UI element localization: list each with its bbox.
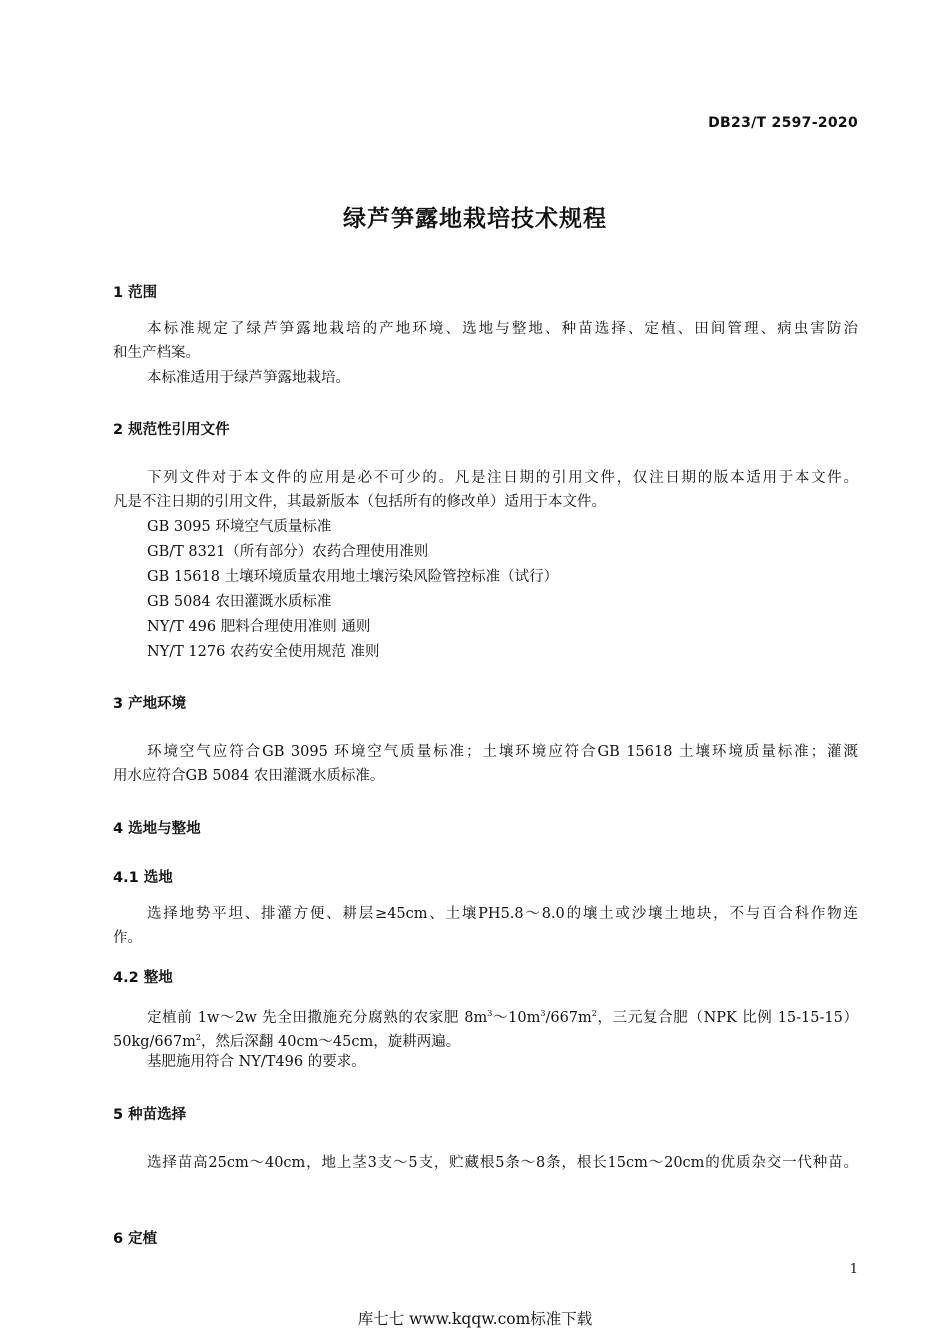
superscript: 3 (487, 1009, 493, 1018)
standard-code: DB23/T 2597-2020 (708, 115, 858, 131)
section-4-2-heading: 4.2 整地 (113, 970, 173, 986)
section-4-1-heading: 4.1 选地 (113, 870, 173, 886)
section-4-2-paragraph-2: 基肥施用符合 NY/T496 的要求。 (147, 1054, 366, 1070)
section-2-heading: 2 规范性引用文件 (113, 422, 230, 438)
reference-item: GB/T 8321（所有部分）农药合理使用准则 (147, 544, 429, 560)
document-title: 绿芦笋露地栽培技术规程 (343, 206, 607, 232)
reference-item: NY/T 496 肥料合理使用准则 通则 (147, 619, 371, 635)
section-3-heading: 3 产地环境 (113, 696, 187, 712)
section-3-paragraph-line-1: 环境空气应符合GB 3095 环境空气质量标准；土壤环境应符合GB 15618 土壤环境质量标准；灌溉 (147, 744, 858, 760)
section-5-heading: 5 种苗选择 (113, 1107, 187, 1123)
s42-text-b: ～10m (492, 1010, 541, 1026)
s42-text-c: /667m (545, 1010, 592, 1026)
s42-line2-text-b: ，然后深翻 40cm～45cm，旋耕两遍。 (200, 1034, 461, 1050)
s42-text-a: 定植前 1w～2w 先全田撒施充分腐熟的农家肥 8m (147, 1010, 488, 1026)
section-4-1-paragraph-line-1: 选择地势平坦、排灌方便、耕层≥45cm、土壤PH5.8～8.0的壤土或沙壤土地块，不与百合科作物连 (147, 906, 858, 922)
reference-item: NY/T 1276 农药安全使用规范 准则 (147, 644, 380, 660)
superscript: 2 (195, 1033, 201, 1042)
reference-item: GB 15618 土壤环境质量农用地土壤污染风险管控标准（试行） (147, 569, 559, 585)
section-1-heading: 1 范围 (113, 285, 158, 301)
section-3-paragraph-line-2: 用水应符合GB 5084 农田灌溉水质标准。 (113, 768, 385, 784)
section-5-paragraph: 选择苗高25cm～40cm，地上茎3支～5支，贮藏根5条～8条，根长15cm～20cm的优质杂交一代种苗。 (147, 1155, 858, 1171)
section-1-paragraph-2: 本标准适用于绿芦笋露地栽培。 (147, 370, 350, 386)
reference-item: GB 3095 环境空气质量标准 (147, 519, 332, 535)
footer-watermark: 库七七 www.kqqw.com标准下载 (357, 1310, 593, 1328)
section-2-paragraph-line-2: 凡是不注日期的引用文件，其最新版本（包括所有的修改单）适用于本文件。 (113, 494, 606, 510)
s42-text-d: ，三元复合肥（NPK 比例 15-15-15） (596, 1010, 858, 1026)
superscript: 2 (591, 1009, 597, 1018)
section-1-paragraph-line-1: 本标准规定了绿芦笋露地栽培的产地环境、选地与整地、种苗选择、定植、田间管理、病虫害防治 (147, 321, 858, 337)
section-4-1-paragraph-line-2: 作。 (113, 930, 142, 946)
section-6-heading: 6 定植 (113, 1231, 158, 1247)
superscript: 3 (540, 1009, 546, 1018)
section-1-paragraph-line-2: 和生产档案。 (113, 345, 200, 361)
reference-item: GB 5084 农田灌溉水质标准 (147, 594, 332, 610)
section-2-paragraph-line-1: 下列文件对于本文件的应用是必不可少的。凡是注日期的引用文件，仅注日期的版本适用于本文件。 (147, 470, 858, 486)
s42-line2-text-a: 50kg/667m (113, 1034, 196, 1050)
page-number: 1 (849, 1262, 858, 1277)
section-4-heading: 4 选地与整地 (113, 821, 201, 837)
